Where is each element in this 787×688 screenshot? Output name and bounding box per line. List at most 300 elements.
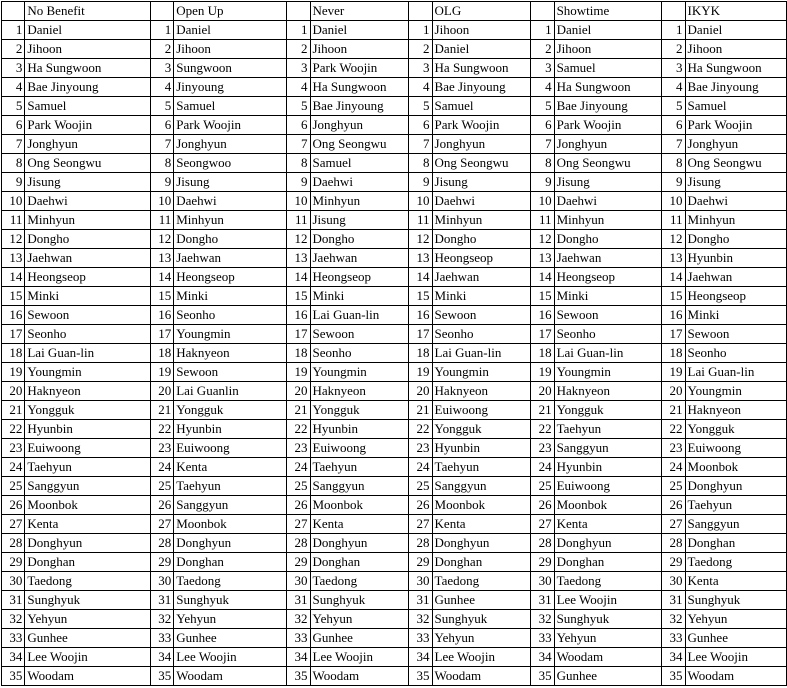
name-cell[interactable]: Taehyun: [174, 477, 287, 496]
rank-cell[interactable]: 16: [150, 306, 173, 325]
name-cell[interactable]: Yongguk: [432, 420, 531, 439]
name-cell[interactable]: Seonho: [685, 344, 786, 363]
name-cell[interactable]: Donghyun: [685, 477, 786, 496]
rank-cell[interactable]: 32: [409, 610, 432, 629]
name-cell[interactable]: Bae Jinyoung: [432, 78, 531, 97]
rank-cell[interactable]: 3: [287, 59, 310, 78]
rank-cell[interactable]: 30: [150, 572, 173, 591]
name-cell[interactable]: Sunghyuk: [685, 591, 786, 610]
name-cell[interactable]: Donghyun: [554, 534, 662, 553]
rank-cell[interactable]: 10: [409, 192, 432, 211]
rank-cell[interactable]: 32: [662, 610, 685, 629]
name-cell[interactable]: Jisung: [554, 173, 662, 192]
rank-cell[interactable]: 5: [150, 97, 173, 116]
name-cell[interactable]: Sunghyuk: [432, 610, 531, 629]
rank-cell[interactable]: 29: [2, 553, 25, 572]
rank-cell[interactable]: 20: [662, 382, 685, 401]
name-cell[interactable]: Sewoon: [685, 325, 786, 344]
name-cell[interactable]: Seonho: [174, 306, 287, 325]
rank-cell[interactable]: 21: [287, 401, 310, 420]
rank-cell[interactable]: 21: [662, 401, 685, 420]
name-cell[interactable]: Moonbok: [174, 515, 287, 534]
rank-cell[interactable]: 21: [2, 401, 25, 420]
name-cell[interactable]: Taedong: [174, 572, 287, 591]
rank-cell[interactable]: 14: [150, 268, 173, 287]
name-cell[interactable]: Heongseop: [554, 268, 662, 287]
name-cell[interactable]: Woodam: [310, 667, 409, 686]
rank-cell[interactable]: 24: [531, 458, 554, 477]
rank-cell[interactable]: 30: [409, 572, 432, 591]
rank-cell[interactable]: 21: [409, 401, 432, 420]
name-cell[interactable]: Donghan: [174, 553, 287, 572]
rank-cell[interactable]: 27: [409, 515, 432, 534]
rank-cell[interactable]: 22: [287, 420, 310, 439]
rank-cell[interactable]: 6: [2, 116, 25, 135]
rank-cell[interactable]: 24: [287, 458, 310, 477]
rank-cell[interactable]: 9: [531, 173, 554, 192]
rank-cell[interactable]: 2: [531, 40, 554, 59]
rank-cell[interactable]: 20: [150, 382, 173, 401]
rank-cell[interactable]: 5: [409, 97, 432, 116]
name-cell[interactable]: Lee Woojin: [310, 648, 409, 667]
name-cell[interactable]: Taedong: [554, 572, 662, 591]
rank-cell[interactable]: 20: [531, 382, 554, 401]
name-cell[interactable]: Yongguk: [685, 420, 786, 439]
column-header[interactable]: Never: [310, 2, 409, 21]
name-cell[interactable]: Yongguk: [554, 401, 662, 420]
rank-cell[interactable]: 12: [662, 230, 685, 249]
rank-cell[interactable]: 18: [150, 344, 173, 363]
rank-cell[interactable]: 24: [662, 458, 685, 477]
name-cell[interactable]: Ha Sungwoon: [685, 59, 786, 78]
rank-cell[interactable]: 26: [409, 496, 432, 515]
rank-cell[interactable]: 10: [662, 192, 685, 211]
name-cell[interactable]: Heongseop: [25, 268, 151, 287]
rank-cell[interactable]: 7: [531, 135, 554, 154]
rank-cell[interactable]: 28: [409, 534, 432, 553]
rank-cell[interactable]: 6: [409, 116, 432, 135]
rank-cell[interactable]: 13: [2, 249, 25, 268]
name-cell[interactable]: Gunhee: [432, 591, 531, 610]
name-cell[interactable]: Sunghyuk: [310, 591, 409, 610]
rank-cell[interactable]: 5: [287, 97, 310, 116]
name-cell[interactable]: Youngmin: [310, 363, 409, 382]
header-rank-cell[interactable]: [2, 2, 25, 21]
rank-cell[interactable]: 6: [150, 116, 173, 135]
name-cell[interactable]: Moonbok: [25, 496, 151, 515]
name-cell[interactable]: Ong Seongwu: [310, 135, 409, 154]
name-cell[interactable]: Minki: [685, 306, 786, 325]
name-cell[interactable]: Donghan: [685, 534, 786, 553]
rank-cell[interactable]: 19: [2, 363, 25, 382]
rank-cell[interactable]: 22: [409, 420, 432, 439]
rank-cell[interactable]: 4: [150, 78, 173, 97]
name-cell[interactable]: Donghan: [310, 553, 409, 572]
rank-cell[interactable]: 6: [287, 116, 310, 135]
name-cell[interactable]: Seongwoo: [174, 154, 287, 173]
rank-cell[interactable]: 23: [531, 439, 554, 458]
rank-cell[interactable]: 6: [662, 116, 685, 135]
name-cell[interactable]: Euiwoong: [310, 439, 409, 458]
rank-cell[interactable]: 25: [287, 477, 310, 496]
name-cell[interactable]: Hyunbin: [310, 420, 409, 439]
name-cell[interactable]: Sanggyun: [554, 439, 662, 458]
rank-cell[interactable]: 6: [531, 116, 554, 135]
rank-cell[interactable]: 25: [150, 477, 173, 496]
rank-cell[interactable]: 33: [150, 629, 173, 648]
rank-cell[interactable]: 21: [150, 401, 173, 420]
rank-cell[interactable]: 8: [2, 154, 25, 173]
rank-cell[interactable]: 34: [662, 648, 685, 667]
rank-cell[interactable]: 19: [531, 363, 554, 382]
name-cell[interactable]: Sanggyun: [174, 496, 287, 515]
rank-cell[interactable]: 14: [287, 268, 310, 287]
name-cell[interactable]: Ha Sungwoon: [310, 78, 409, 97]
name-cell[interactable]: Ong Seongwu: [554, 154, 662, 173]
rank-cell[interactable]: 23: [662, 439, 685, 458]
rank-cell[interactable]: 27: [287, 515, 310, 534]
name-cell[interactable]: Kenta: [554, 515, 662, 534]
name-cell[interactable]: Hyunbin: [432, 439, 531, 458]
rank-cell[interactable]: 12: [409, 230, 432, 249]
name-cell[interactable]: Samuel: [432, 97, 531, 116]
rank-cell[interactable]: 33: [2, 629, 25, 648]
rank-cell[interactable]: 8: [287, 154, 310, 173]
name-cell[interactable]: Donghyun: [432, 534, 531, 553]
rank-cell[interactable]: 35: [287, 667, 310, 686]
name-cell[interactable]: Hyunbin: [174, 420, 287, 439]
rank-cell[interactable]: 4: [662, 78, 685, 97]
rank-cell[interactable]: 24: [409, 458, 432, 477]
name-cell[interactable]: Youngmin: [174, 325, 287, 344]
name-cell[interactable]: Hyunbin: [685, 249, 786, 268]
rank-cell[interactable]: 31: [662, 591, 685, 610]
rank-cell[interactable]: 34: [531, 648, 554, 667]
name-cell[interactable]: Lai Guan-lin: [432, 344, 531, 363]
rank-cell[interactable]: 35: [531, 667, 554, 686]
column-header[interactable]: Showtime: [554, 2, 662, 21]
rank-cell[interactable]: 13: [662, 249, 685, 268]
name-cell[interactable]: Minki: [25, 287, 151, 306]
name-cell[interactable]: Sanggyun: [310, 477, 409, 496]
name-cell[interactable]: Hyunbin: [25, 420, 151, 439]
rank-cell[interactable]: 2: [150, 40, 173, 59]
rank-cell[interactable]: 17: [662, 325, 685, 344]
rank-cell[interactable]: 13: [409, 249, 432, 268]
name-cell[interactable]: Gunhee: [310, 629, 409, 648]
rank-cell[interactable]: 17: [531, 325, 554, 344]
name-cell[interactable]: Park Woojin: [310, 59, 409, 78]
rank-cell[interactable]: 23: [409, 439, 432, 458]
name-cell[interactable]: Jisung: [174, 173, 287, 192]
name-cell[interactable]: Daniel: [25, 21, 151, 40]
rank-cell[interactable]: 3: [2, 59, 25, 78]
name-cell[interactable]: Dongho: [554, 230, 662, 249]
name-cell[interactable]: Moonbok: [310, 496, 409, 515]
name-cell[interactable]: Jinyoung: [174, 78, 287, 97]
name-cell[interactable]: Samuel: [310, 154, 409, 173]
rank-cell[interactable]: 2: [287, 40, 310, 59]
name-cell[interactable]: Dongho: [174, 230, 287, 249]
name-cell[interactable]: Jonghyun: [432, 135, 531, 154]
rank-cell[interactable]: 28: [2, 534, 25, 553]
rank-cell[interactable]: 11: [662, 211, 685, 230]
name-cell[interactable]: Daniel: [310, 21, 409, 40]
rank-cell[interactable]: 2: [2, 40, 25, 59]
rank-cell[interactable]: 22: [150, 420, 173, 439]
name-cell[interactable]: Kenta: [685, 572, 786, 591]
rank-cell[interactable]: 1: [2, 21, 25, 40]
header-rank-cell[interactable]: [531, 2, 554, 21]
rank-cell[interactable]: 10: [287, 192, 310, 211]
name-cell[interactable]: Haknyeon: [310, 382, 409, 401]
header-rank-cell[interactable]: [150, 2, 173, 21]
name-cell[interactable]: Haknyeon: [174, 344, 287, 363]
name-cell[interactable]: Jonghyun: [174, 135, 287, 154]
name-cell[interactable]: Jonghyun: [25, 135, 151, 154]
rank-cell[interactable]: 25: [409, 477, 432, 496]
rank-cell[interactable]: 26: [662, 496, 685, 515]
header-rank-cell[interactable]: [287, 2, 310, 21]
name-cell[interactable]: Samuel: [174, 97, 287, 116]
rank-cell[interactable]: 15: [2, 287, 25, 306]
name-cell[interactable]: Dongho: [25, 230, 151, 249]
name-cell[interactable]: Seonho: [25, 325, 151, 344]
name-cell[interactable]: Euiwoong: [25, 439, 151, 458]
name-cell[interactable]: Seonho: [554, 325, 662, 344]
rank-cell[interactable]: 12: [287, 230, 310, 249]
rank-cell[interactable]: 17: [2, 325, 25, 344]
name-cell[interactable]: Kenta: [174, 458, 287, 477]
rank-cell[interactable]: 9: [662, 173, 685, 192]
name-cell[interactable]: Sanggyun: [685, 515, 786, 534]
name-cell[interactable]: Ong Seongwu: [432, 154, 531, 173]
rank-cell[interactable]: 28: [150, 534, 173, 553]
name-cell[interactable]: Euiwoong: [432, 401, 531, 420]
name-cell[interactable]: Minhyun: [310, 192, 409, 211]
name-cell[interactable]: Heongseop: [174, 268, 287, 287]
rank-cell[interactable]: 26: [150, 496, 173, 515]
rank-cell[interactable]: 18: [531, 344, 554, 363]
name-cell[interactable]: Minhyun: [554, 211, 662, 230]
name-cell[interactable]: Sunghyuk: [25, 591, 151, 610]
rank-cell[interactable]: 31: [287, 591, 310, 610]
rank-cell[interactable]: 23: [287, 439, 310, 458]
name-cell[interactable]: Minhyun: [174, 211, 287, 230]
name-cell[interactable]: Dongho: [432, 230, 531, 249]
name-cell[interactable]: Yehyun: [174, 610, 287, 629]
name-cell[interactable]: Sunghyuk: [174, 591, 287, 610]
rank-cell[interactable]: 12: [150, 230, 173, 249]
name-cell[interactable]: Taedong: [25, 572, 151, 591]
rank-cell[interactable]: 14: [531, 268, 554, 287]
name-cell[interactable]: Minhyun: [432, 211, 531, 230]
rank-cell[interactable]: 33: [531, 629, 554, 648]
name-cell[interactable]: Seonho: [432, 325, 531, 344]
rank-cell[interactable]: 11: [409, 211, 432, 230]
rank-cell[interactable]: 15: [662, 287, 685, 306]
rank-cell[interactable]: 27: [531, 515, 554, 534]
rank-cell[interactable]: 15: [287, 287, 310, 306]
rank-cell[interactable]: 3: [150, 59, 173, 78]
rank-cell[interactable]: 8: [150, 154, 173, 173]
name-cell[interactable]: Sewoon: [554, 306, 662, 325]
name-cell[interactable]: Lai Guan-lin: [554, 344, 662, 363]
rank-cell[interactable]: 35: [662, 667, 685, 686]
rank-cell[interactable]: 8: [662, 154, 685, 173]
rank-cell[interactable]: 29: [409, 553, 432, 572]
rank-cell[interactable]: 30: [531, 572, 554, 591]
name-cell[interactable]: Gunhee: [174, 629, 287, 648]
name-cell[interactable]: Jaehwan: [25, 249, 151, 268]
name-cell[interactable]: Donghyun: [25, 534, 151, 553]
name-cell[interactable]: Bae Jinyoung: [310, 97, 409, 116]
name-cell[interactable]: Jonghyun: [310, 116, 409, 135]
rank-cell[interactable]: 22: [2, 420, 25, 439]
rank-cell[interactable]: 22: [662, 420, 685, 439]
rank-cell[interactable]: 12: [531, 230, 554, 249]
name-cell[interactable]: Donghyun: [310, 534, 409, 553]
name-cell[interactable]: Donghan: [554, 553, 662, 572]
column-header[interactable]: No Benefit: [25, 2, 151, 21]
name-cell[interactable]: Ong Seongwu: [685, 154, 786, 173]
rank-cell[interactable]: 20: [2, 382, 25, 401]
name-cell[interactable]: Woodam: [432, 667, 531, 686]
rank-cell[interactable]: 10: [2, 192, 25, 211]
name-cell[interactable]: Jonghyun: [554, 135, 662, 154]
name-cell[interactable]: Jihoon: [25, 40, 151, 59]
name-cell[interactable]: Ha Sungwoon: [25, 59, 151, 78]
rank-cell[interactable]: 29: [150, 553, 173, 572]
name-cell[interactable]: Gunhee: [25, 629, 151, 648]
rank-cell[interactable]: 8: [409, 154, 432, 173]
rank-cell[interactable]: 35: [150, 667, 173, 686]
rank-cell[interactable]: 25: [662, 477, 685, 496]
name-cell[interactable]: Gunhee: [685, 629, 786, 648]
rank-cell[interactable]: 9: [409, 173, 432, 192]
name-cell[interactable]: Heongseop: [432, 249, 531, 268]
name-cell[interactable]: Daehwi: [310, 173, 409, 192]
name-cell[interactable]: Daniel: [685, 21, 786, 40]
name-cell[interactable]: Jihoon: [174, 40, 287, 59]
rank-cell[interactable]: 32: [287, 610, 310, 629]
name-cell[interactable]: Yehyun: [25, 610, 151, 629]
rank-cell[interactable]: 18: [409, 344, 432, 363]
name-cell[interactable]: Park Woojin: [25, 116, 151, 135]
name-cell[interactable]: Dongho: [685, 230, 786, 249]
name-cell[interactable]: Bae Jinyoung: [685, 78, 786, 97]
name-cell[interactable]: Jonghyun: [685, 135, 786, 154]
rank-cell[interactable]: 33: [662, 629, 685, 648]
name-cell[interactable]: Jisung: [432, 173, 531, 192]
header-rank-cell[interactable]: [662, 2, 685, 21]
rank-cell[interactable]: 27: [662, 515, 685, 534]
name-cell[interactable]: Moonbok: [554, 496, 662, 515]
name-cell[interactable]: Taehyun: [432, 458, 531, 477]
rank-cell[interactable]: 3: [531, 59, 554, 78]
name-cell[interactable]: Jaehwan: [685, 268, 786, 287]
name-cell[interactable]: Kenta: [432, 515, 531, 534]
name-cell[interactable]: Kenta: [25, 515, 151, 534]
rank-cell[interactable]: 24: [150, 458, 173, 477]
name-cell[interactable]: Donghan: [25, 553, 151, 572]
name-cell[interactable]: Yongguk: [310, 401, 409, 420]
rank-cell[interactable]: 18: [2, 344, 25, 363]
rank-cell[interactable]: 31: [2, 591, 25, 610]
name-cell[interactable]: Woodam: [554, 648, 662, 667]
rank-cell[interactable]: 5: [531, 97, 554, 116]
name-cell[interactable]: Jihoon: [554, 40, 662, 59]
rank-cell[interactable]: 13: [531, 249, 554, 268]
name-cell[interactable]: Woodam: [25, 667, 151, 686]
rank-cell[interactable]: 29: [531, 553, 554, 572]
name-cell[interactable]: Taedong: [685, 553, 786, 572]
rank-cell[interactable]: 16: [287, 306, 310, 325]
name-cell[interactable]: Minki: [554, 287, 662, 306]
rank-cell[interactable]: 25: [2, 477, 25, 496]
name-cell[interactable]: Jaehwan: [432, 268, 531, 287]
rank-cell[interactable]: 32: [150, 610, 173, 629]
rank-cell[interactable]: 15: [150, 287, 173, 306]
name-cell[interactable]: Sanggyun: [432, 477, 531, 496]
rank-cell[interactable]: 31: [150, 591, 173, 610]
name-cell[interactable]: Hyunbin: [554, 458, 662, 477]
name-cell[interactable]: Bae Jinyoung: [25, 78, 151, 97]
rank-cell[interactable]: 9: [287, 173, 310, 192]
name-cell[interactable]: Daniel: [554, 21, 662, 40]
rank-cell[interactable]: 16: [409, 306, 432, 325]
rank-cell[interactable]: 13: [150, 249, 173, 268]
rank-cell[interactable]: 16: [531, 306, 554, 325]
column-header[interactable]: IKYK: [685, 2, 786, 21]
name-cell[interactable]: Jihoon: [310, 40, 409, 59]
rank-cell[interactable]: 9: [2, 173, 25, 192]
name-cell[interactable]: Youngmin: [25, 363, 151, 382]
rank-cell[interactable]: 14: [2, 268, 25, 287]
name-cell[interactable]: Sunghyuk: [554, 610, 662, 629]
name-cell[interactable]: Park Woojin: [685, 116, 786, 135]
rank-cell[interactable]: 31: [531, 591, 554, 610]
name-cell[interactable]: Minhyun: [685, 211, 786, 230]
rank-cell[interactable]: 19: [409, 363, 432, 382]
name-cell[interactable]: Haknyeon: [432, 382, 531, 401]
name-cell[interactable]: Lai Guan-lin: [685, 363, 786, 382]
name-cell[interactable]: Taehyun: [310, 458, 409, 477]
rank-cell[interactable]: 14: [409, 268, 432, 287]
name-cell[interactable]: Park Woojin: [174, 116, 287, 135]
rank-cell[interactable]: 12: [2, 230, 25, 249]
name-cell[interactable]: Samuel: [25, 97, 151, 116]
name-cell[interactable]: Heongseop: [685, 287, 786, 306]
rank-cell[interactable]: 8: [531, 154, 554, 173]
name-cell[interactable]: Daehwi: [25, 192, 151, 211]
rank-cell[interactable]: 18: [287, 344, 310, 363]
rank-cell[interactable]: 26: [531, 496, 554, 515]
rank-cell[interactable]: 34: [287, 648, 310, 667]
name-cell[interactable]: Euiwoong: [554, 477, 662, 496]
rank-cell[interactable]: 1: [531, 21, 554, 40]
rank-cell[interactable]: 17: [150, 325, 173, 344]
name-cell[interactable]: Heongseop: [310, 268, 409, 287]
rank-cell[interactable]: 15: [409, 287, 432, 306]
name-cell[interactable]: Lee Woojin: [432, 648, 531, 667]
name-cell[interactable]: Jisung: [685, 173, 786, 192]
name-cell[interactable]: Euiwoong: [174, 439, 287, 458]
name-cell[interactable]: Moonbok: [685, 458, 786, 477]
rank-cell[interactable]: 28: [531, 534, 554, 553]
name-cell[interactable]: Jaehwan: [310, 249, 409, 268]
rank-cell[interactable]: 1: [150, 21, 173, 40]
